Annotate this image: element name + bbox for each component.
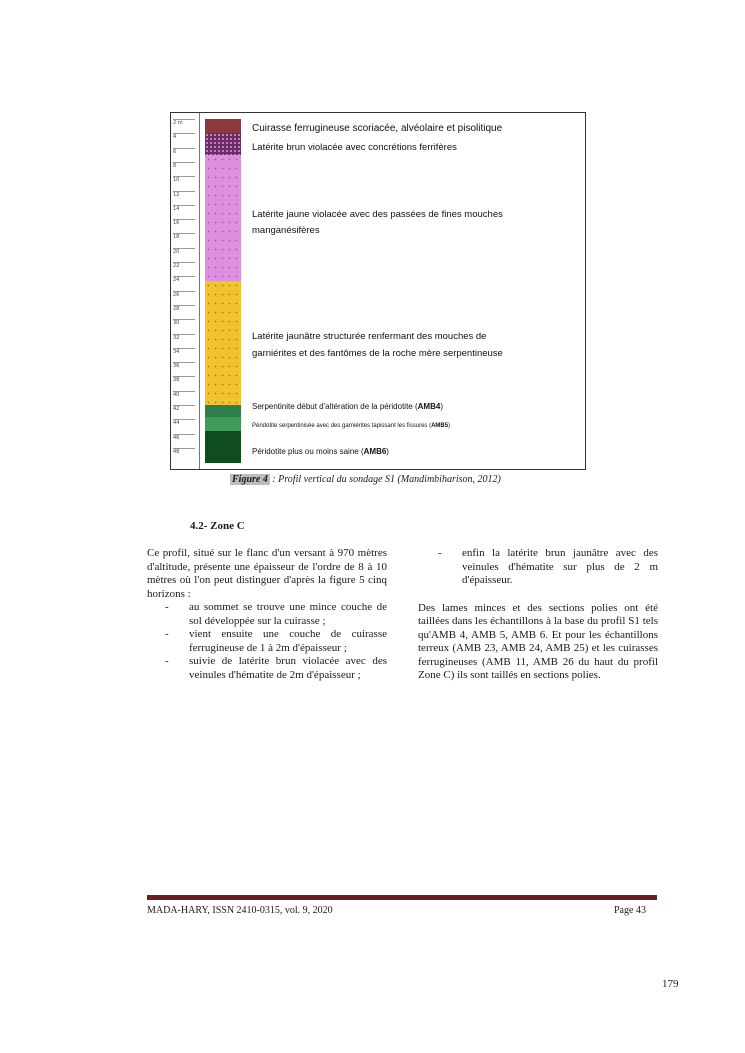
list-item-text: au sommet se trouve une mince couche de sol développée sur la cuirasse ; [189, 601, 387, 627]
depth-tick: 34 [173, 348, 195, 355]
list-item-text: vient ensuite une couche de cuirasse ferrugineuse de 1 à 2m d'épaisseur ; [189, 628, 387, 654]
left-column [147, 547, 387, 682]
depth-tick: 40 [173, 391, 195, 398]
depth-tick: 8 [173, 162, 195, 169]
depth-tick: 12 [173, 191, 195, 198]
depth-tick: 38 [173, 376, 195, 383]
depth-tick: 14 [173, 205, 195, 212]
label-laterite-jaune-violacee-1: Latérite jaune violacée avec des passées de fines mouches [252, 209, 503, 220]
footer-page: Page 43 [614, 905, 646, 916]
layer-cuirasse [205, 119, 241, 133]
depth-tick: 10 [173, 176, 195, 183]
depth-tick: 24 [173, 276, 195, 283]
layer-laterite-jaunatre [205, 281, 241, 405]
list-item [165, 601, 387, 628]
label-laterite-jaune-violacee-2: manganésifères [252, 225, 320, 236]
samples-paragraph: Des lames minces et des sections polies ont été taillées dans les échantillons à la base du profil S1 tels qu'AMB 4, AMB 5, AMB 6. Et pour les échantillons terreux (AMB 23, AMB 24, AMB 25) et les cuirasses ferrugineuses (AMB 11, AMB 26 du haut du profil Zone C) ils sont taillés en sections polies. [418, 601, 658, 681]
list-item [165, 628, 387, 655]
depth-tick: 22 [173, 262, 195, 269]
depth-tick: 20 [173, 248, 195, 255]
label-laterite-jaunatre-2: garniérites et des fantômes de la roche mère serpentineuse [252, 348, 503, 359]
label-peridotite-saine: Péridotite plus ou moins saine (AMB6) [252, 447, 389, 456]
footer-rule [147, 895, 657, 900]
list-dash: - [165, 628, 169, 640]
layer-laterite-brun-violacee [205, 133, 241, 155]
depth-tick: 28 [173, 305, 195, 312]
footer-journal: MADA-HARY, ISSN 2410-0315, vol. 9, 2020 [147, 905, 333, 916]
depth-tick: 32 [173, 334, 195, 341]
depth-tick: 18 [173, 233, 195, 240]
depth-tick: 42 [173, 405, 195, 412]
depth-scale [171, 113, 200, 469]
page-number: 179 [662, 978, 679, 990]
list-dash: - [165, 655, 169, 667]
layer-laterite-jaune-violacee [205, 155, 241, 281]
list-item [438, 547, 658, 588]
list-item-text: suivie de latérite brun violacée avec des veinules d'hématite de 2m d'épaisseur ; [189, 655, 387, 681]
depth-tick: 4 [173, 133, 195, 140]
right-column [418, 547, 658, 683]
figure-caption-text: : Profil vertical du sondage S1 (Mandimbiharison, 2012) [269, 474, 501, 485]
label-cuirasse: Cuirasse ferrugineuse scoriacée, alvéolaire et pisolitique [252, 123, 503, 134]
figure-label: Figure 4 [232, 474, 268, 485]
depth-tick: 6 [173, 148, 195, 155]
list-item [165, 655, 387, 682]
layer-peridotite-saine [205, 431, 241, 463]
depth-tick: 44 [173, 419, 195, 426]
label-serpentinite: Serpentinite début d'altération de la péridotite (AMB4) [252, 402, 443, 411]
section-heading: 4.2- Zone C [190, 520, 245, 532]
list-dash: - [438, 547, 442, 559]
label-laterite-brun-violacee: Latérite brun violacée avec concrétions ferrifères [252, 142, 457, 153]
depth-tick: 46 [173, 434, 195, 441]
layer-peridotite-serpentinisee [205, 417, 241, 431]
depth-tick: 2 m [173, 119, 195, 126]
layer-serpentinite [205, 405, 241, 417]
depth-tick: 26 [173, 291, 195, 298]
figure-caption [230, 474, 501, 485]
depth-tick: 16 [173, 219, 195, 226]
label-peridotite-serpentinisee: Péridotite serpentinisée avec des garniérites tapissant les fissures (AMB5) [252, 423, 451, 429]
list-item-text: enfin la latérite brun jaunâtre avec des veinules d'hématite sur plus de 2 m d'épaisseur. [462, 547, 658, 586]
depth-tick: 48 [173, 448, 195, 455]
stratigraphic-column [205, 119, 241, 463]
intro-paragraph: Ce profil, situé sur le flanc d'un versant à 970 mètres d'altitude, présente une épaisseur de l'ordre de 8 à 10 mètres où l'on peut distinguer d'après la figure 5 cinq horizons : [147, 547, 387, 600]
depth-tick: 36 [173, 362, 195, 369]
label-laterite-jaunatre-1: Latérite jaunâtre structurée renfermant des mouches de [252, 331, 487, 342]
list-dash: - [165, 601, 169, 613]
profile-figure [170, 112, 586, 470]
depth-tick: 30 [173, 319, 195, 326]
